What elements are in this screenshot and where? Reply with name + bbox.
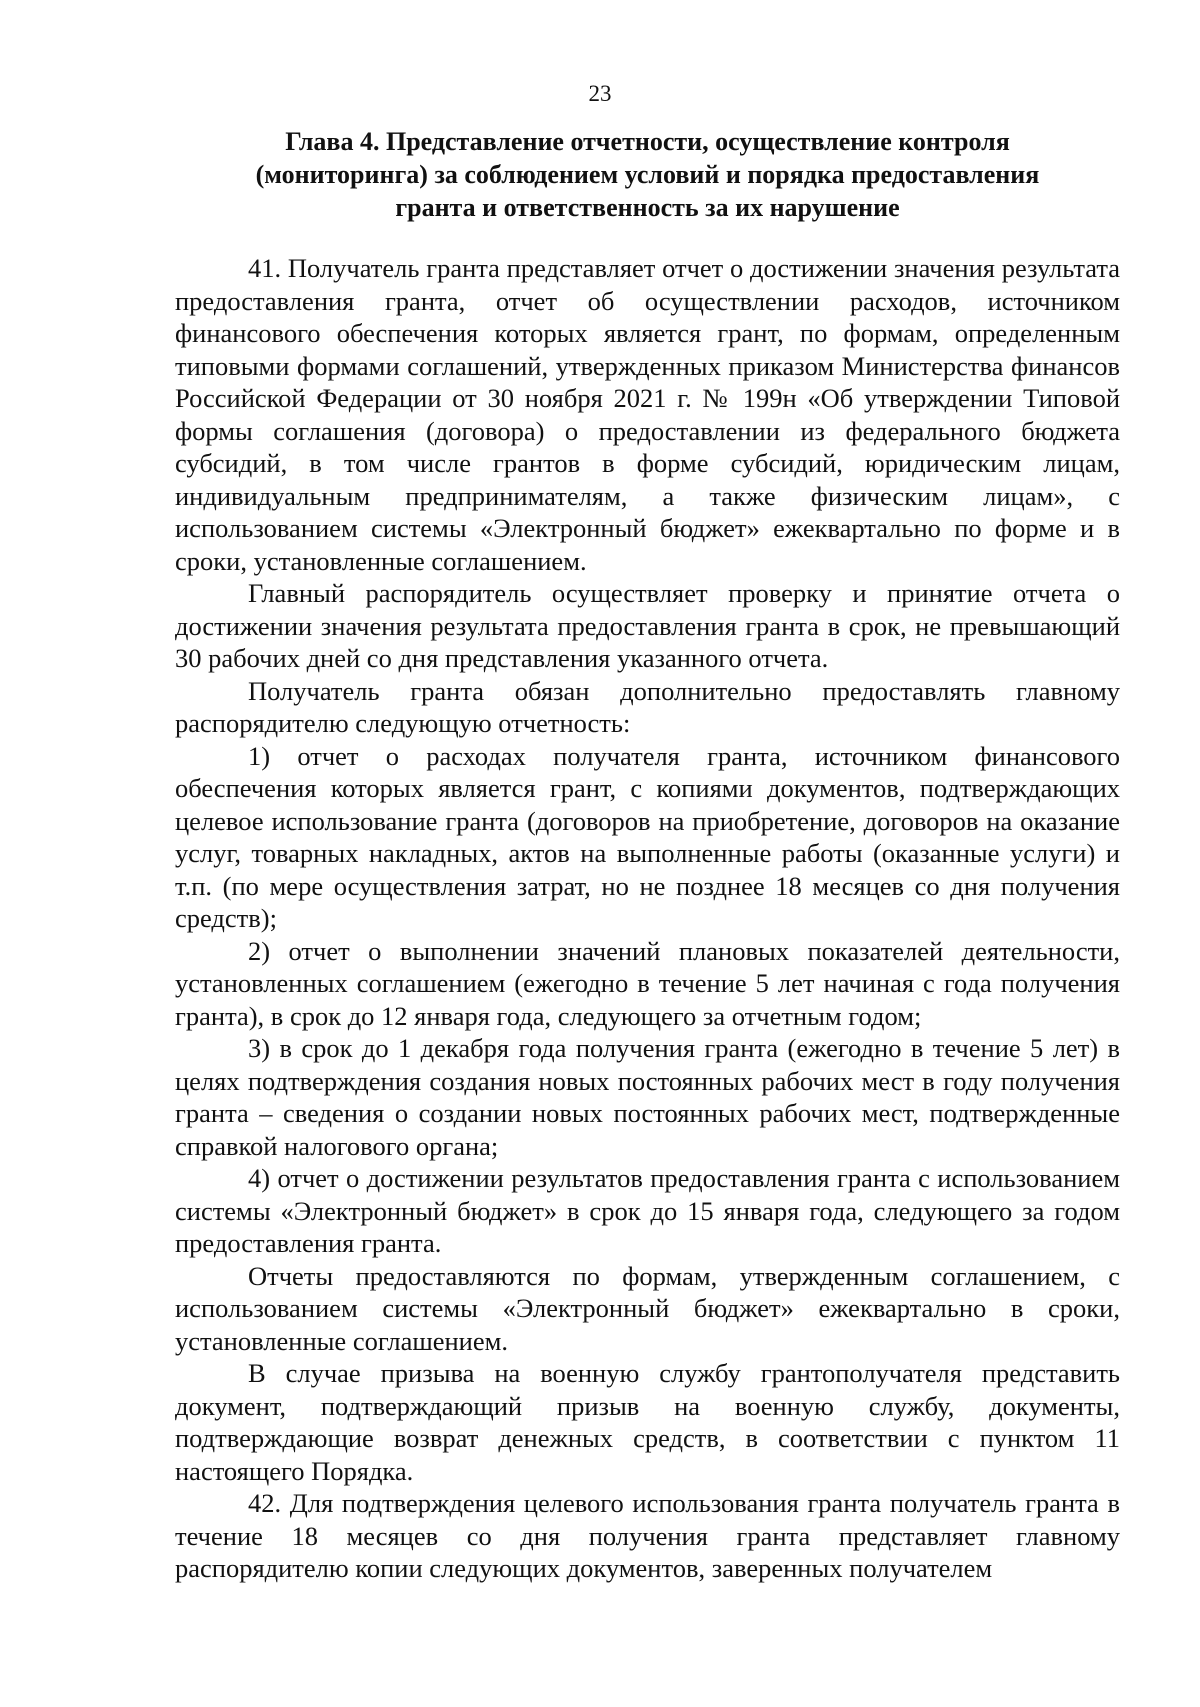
- chapter-heading-line-3: гранта и ответственность за их нарушение: [395, 193, 900, 222]
- document-body: [175, 252, 1120, 1585]
- page-number: 23: [588, 81, 612, 106]
- list-item-4: 4) отчет о достижении результатов предоставления гранта с использованием системы «Электронный бюджет» в срок до 15 января года, следующего за годом предоставления гранта.: [175, 1163, 1120, 1258]
- list-item-3: 3) в срок до 1 декабря года получения гранта (ежегодно в течение 5 лет) в целях подтверждения создания новых постоянных рабочих мест в году получения гранта – сведения о создании новых постоянных рабочих мест, подтвержденные справкой налогового органа;: [175, 1033, 1120, 1161]
- chapter-heading-line-2: (мониторинга) за соблюдением условий и порядка предоставления: [255, 160, 1040, 189]
- chapter-heading: [175, 125, 1120, 224]
- paragraph-42: 42. Для подтверждения целевого использования гранта получатель гранта в течение 18 месяцев со дня получения гранта представляет главному распорядителю копии следующих документов, заверенных получателем: [175, 1488, 1120, 1583]
- list-item-2: 2) отчет о выполнении значений плановых показателей деятельности, установленных соглашением (ежегодно в течение 5 лет начиная с года получения гранта), в срок до 12 января года, следующего за отчетным годом;: [175, 935, 1120, 1031]
- paragraph-reporting-obligation: Получатель гранта обязан дополнительно предоставлять главному распорядителю следующую отчетность:: [175, 675, 1120, 738]
- list-item-1: 1) отчет о расходах получателя гранта, источником финансового обеспечения которых является грант, с копиями документов, подтверждающих целевое использование гранта (договоров на приобретение, договоров на оказание услуг, товарных накладных, актов на выполненные работы (оказанные услуги) и т.п. (по мере осуществления затрат, но не позднее 18 месяцев со дня получения средств);: [175, 740, 1120, 933]
- paragraph-41: 41. Получатель гранта представляет отчет о достижении значения результата предоставления гранта, отчет об осуществлении расходов, источником финансового обеспечения которых является грант, по формам, определенным типовыми формами соглашений, утвержденных приказом Министерства финансов Российской Федерации от 30 ноября 2021 г. № 199н «Об утверждении Типовой формы соглашения (договора) о предоставлении из федерального бюджета субсидий, в том числе грантов в форме субсидий, юридическим лицам, индивидуальным предпринимателям, а также физическим лицам», с использованием системы «Электронный бюджет» ежеквартально по форме и в сроки, установленные соглашением.: [175, 253, 1120, 576]
- paragraph-report-forms: Отчеты предоставляются по формам, утвержденным соглашением, с использованием системы «Электронный бюджет» ежеквартально в сроки, установленные соглашением.: [175, 1260, 1120, 1356]
- paragraph-military-service: В случае призыва на военную службу грантополучателя представить документ, подтверждающий призыв на военную службу, документы, подтверждающие возврат денежных средств, в соответствии с пунктом 11 настоящего Порядка.: [175, 1358, 1120, 1486]
- chapter-heading-line-1: Глава 4. Представление отчетности, осуществление контроля: [285, 127, 1010, 156]
- paragraph-review: Главный распорядитель осуществляет проверку и принятие отчета о достижении значения результата предоставления гранта в срок, не превышающий 30 рабочих дней со дня представления указанного отчета.: [175, 578, 1120, 673]
